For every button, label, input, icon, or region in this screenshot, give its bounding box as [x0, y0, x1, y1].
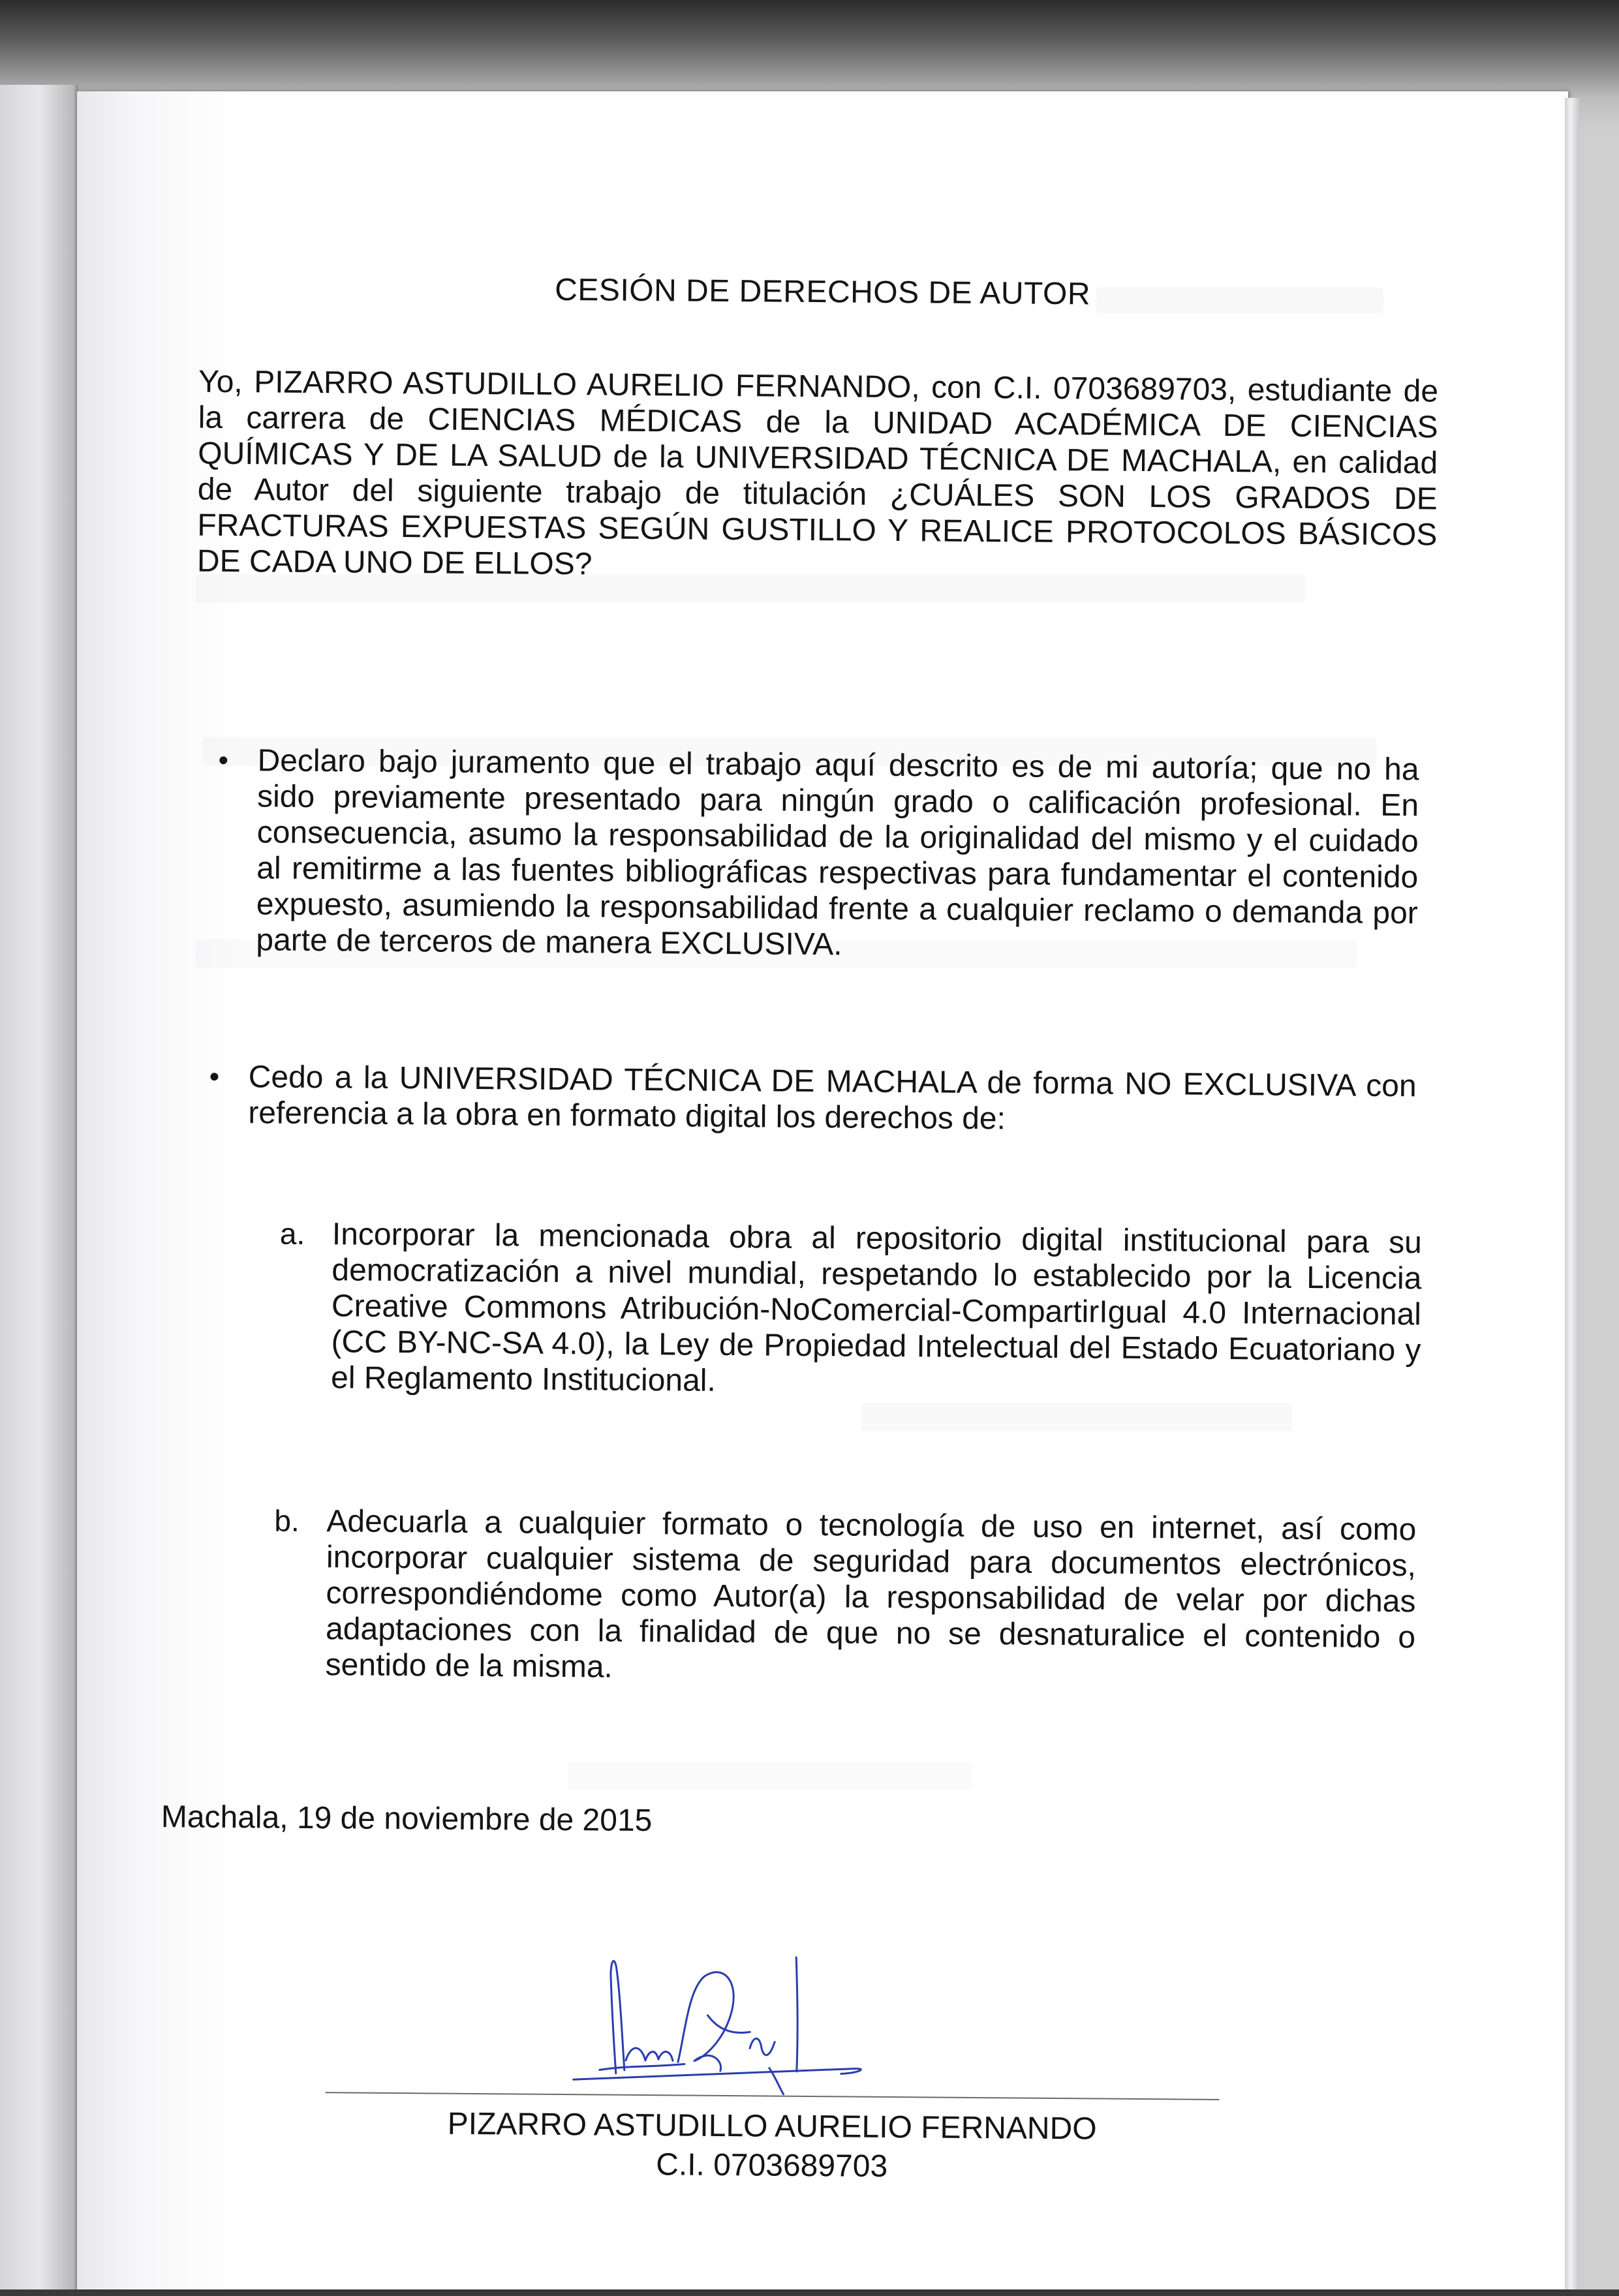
subitem-letter: a.	[279, 1216, 305, 1251]
place-date: Machala, 19 de noviembre de 2015	[161, 1799, 653, 1839]
declaration-text: Declaro bajo juramento que el trabajo aquí descrito es de mi autoría; que no ha sido previamente presentado para ningún grado o calificación profesional. En consecuencia, asumo la responsabilidad de la originalidad del mismo y el cuidado al remitirme a las fuentes bibliográficas respectivas para fundamentar el contenido expuesto, asumiendo la responsabilidad frente a cualquier reclamo o demanda por parte de terceros de manera EXCLUSIVA.	[256, 743, 1419, 962]
subitem-b	[273, 1503, 1416, 1692]
signatory-id: C.I. 0703689703	[655, 2147, 888, 2184]
subitem-text: Incorporar la mencionada obra al repositorio digital institucional para su democratización a nivel mundial, respetando lo establecido por la Licencia Creative Commons Atribución-NoComercial-CompartirIgual 4.0 Internacional (CC BY-NC-SA 4.0), la Ley de Propiedad Intelectual del Estado Ecuatoriano y el Reglamento Institucional.	[330, 1217, 1423, 1398]
bullet-marker: •	[209, 1060, 220, 1093]
handwritten-signature	[553, 1936, 894, 2102]
subitem-text: Adecuarla a cualquier formato o tecnología de uso en internet, así como incorporar cualquier sistema de seguridad para documentos electrónicos, correspondiéndome como Autor(a) la responsabilidad de velar por dichas adaptaciones con la finalidad de que no se desnaturalice el contenido o sentido de la misma.	[325, 1504, 1417, 1685]
bullet-marker: •	[218, 744, 229, 776]
declaration-bullet	[217, 742, 1419, 967]
intro-paragraph: Yo, PIZARRO ASTUDILLO AURELIO FERNANDO, con C.I. 0703689703, estudiante de la carrera de CIENCIAS MÉDICAS de la UNIDAD ACADÉMICA DE CIENCIAS QUÍMICAS Y DE LA SALUD de la UNIVERSIDAD TÉCNICA DE MACHALA, en calidad de Autor del siguiente trabajo de titulación ¿CUÁLES SON LOS GRADOS DE FRACTURAS EXPUESTAS SEGÚN GUSTILLO Y REALICE PROTOCOLOS BÁSICOS DE CADA UNO DE ELLOS?	[196, 364, 1439, 582]
subitem-a	[279, 1216, 1422, 1405]
cession-text: Cedo a la UNIVERSIDAD TÉCNICA DE MACHALA de forma NO EXCLUSIVA con referencia a la obra en formato digital los derechos de:	[248, 1060, 1417, 1137]
subitem-letter: b.	[274, 1503, 300, 1538]
document-title: CESIÓN DE DERECHOS DE AUTOR	[555, 272, 1091, 312]
signatory-name: PIZARRO ASTUDILLO AURELIO FERNANDO	[447, 2106, 1097, 2147]
cession-bullet	[209, 1059, 1417, 1140]
